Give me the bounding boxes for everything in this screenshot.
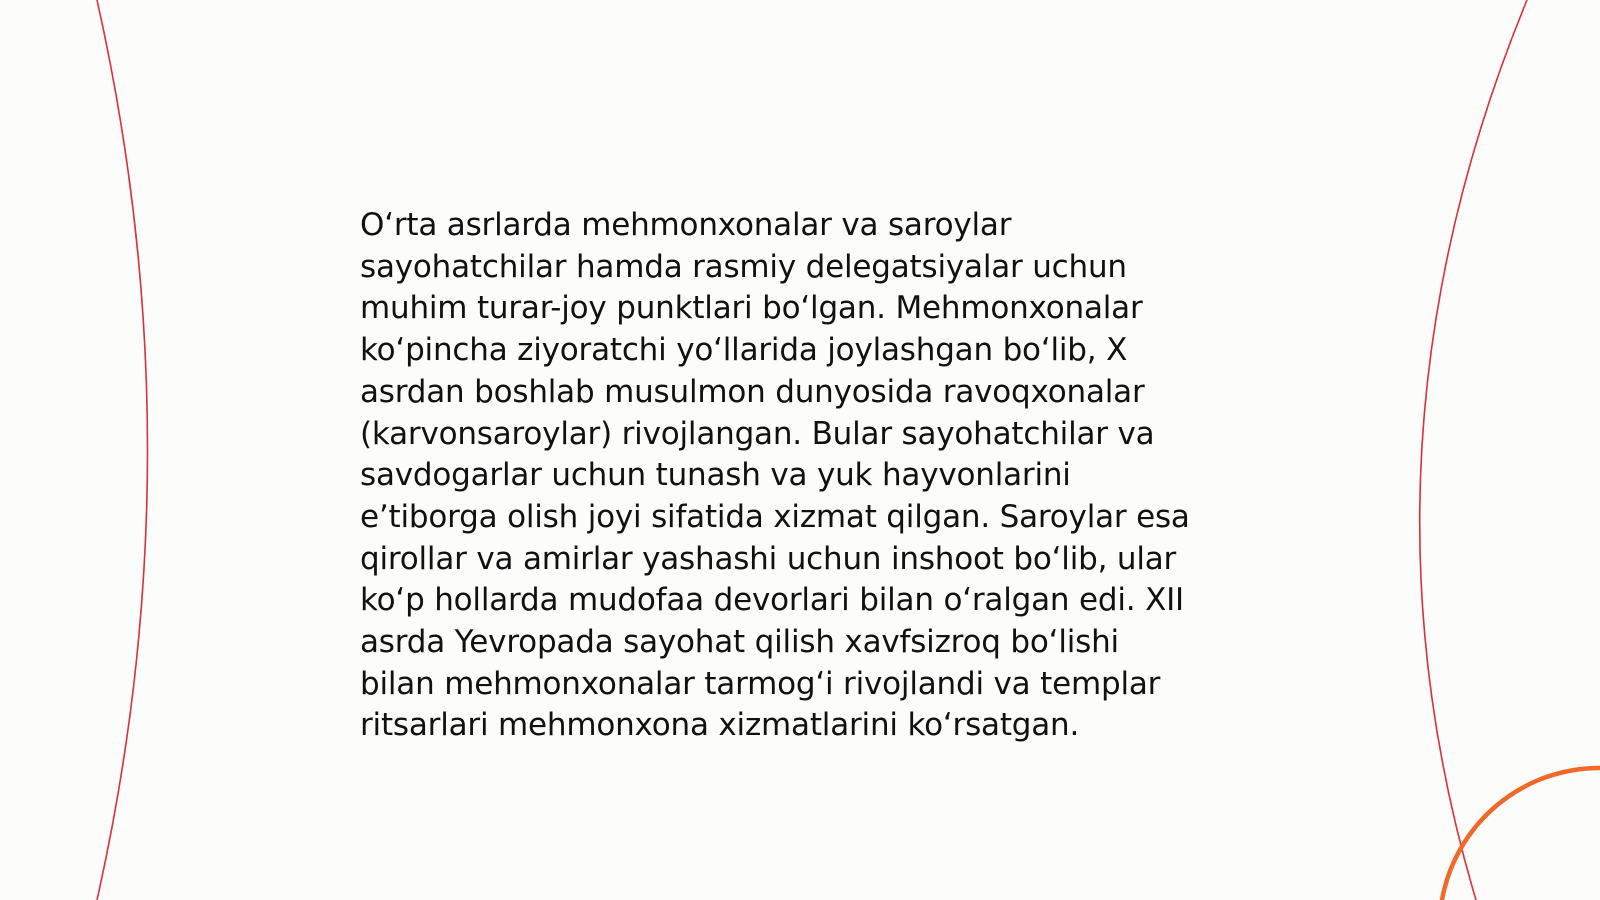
right-curve-line [1420, 0, 1527, 900]
paragraph-line: sayohatchilar hamda rasmiy delegatsiyalar uchun [360, 248, 1127, 285]
paragraph-line: (karvonsaroylar) rivojlangan. Bular sayohatchilar va [360, 415, 1155, 452]
orange-arc [1442, 768, 1600, 900]
left-curve-line [97, 0, 148, 900]
paragraph-line: qirollar va amirlar yashashi uchun inshoot bo‘lib, ular [360, 540, 1177, 577]
paragraph-line: asrdan boshlab musulmon dunyosida ravoqxonalar [360, 373, 1145, 410]
body-paragraph [360, 205, 1240, 747]
paragraph-line: ko‘pincha ziyoratchi yo‘llarida joylashgan bo‘lib, X [360, 332, 1128, 369]
paragraph-line: asrda Yevropada sayohat qilish xavfsizroq bo‘lishi [360, 624, 1119, 661]
paragraph-line: muhim turar-joy punktlari bo‘lgan. Mehmonxonalar [360, 290, 1143, 327]
paragraph-line: bilan mehmonxonalar tarmog‘i rivojlandi va templar [360, 665, 1161, 702]
paragraph-line: O‘rta asrlarda mehmonxonalar va saroylar [360, 207, 1012, 243]
paragraph-line: ritsarlari mehmonxona xizmatlarini ko‘rsatgan. [360, 707, 1080, 744]
paragraph-line: e’tiborga olish joyi sifatida xizmat qilgan. Saroylar esa [360, 498, 1190, 535]
paragraph-line: ko‘p hollarda mudofaa devorlari bilan o‘ralgan edi. XII [360, 582, 1184, 619]
paragraph-line: savdogarlar uchun tunash va yuk hayvonlarini [360, 457, 1071, 494]
